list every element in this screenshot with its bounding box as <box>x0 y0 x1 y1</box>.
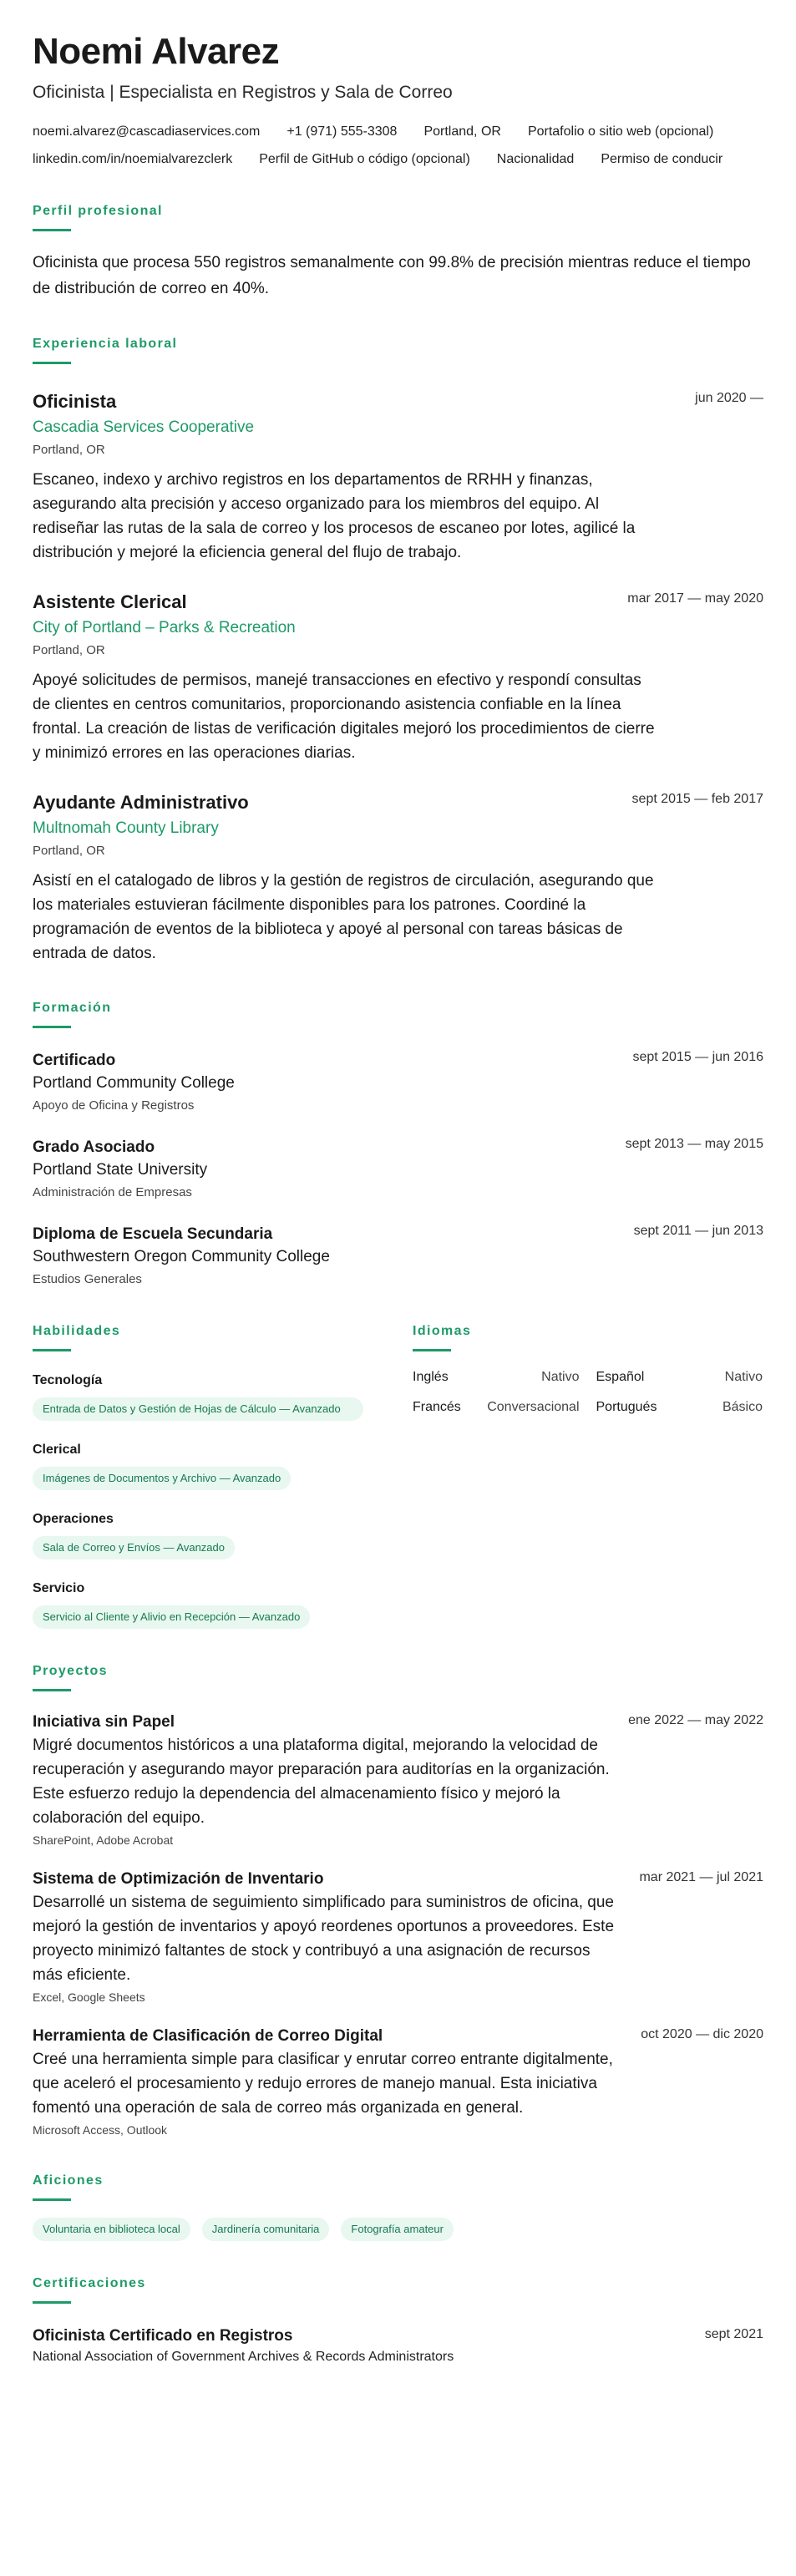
language-level: Nativo <box>541 1370 580 1384</box>
skill-pill: Imágenes de Documentos y Archivo — Avanzado <box>33 1467 291 1490</box>
skills-languages-row <box>33 1322 763 1629</box>
skill-pill: Entrada de Datos y Gestión de Hojas de Cálculo — Avanzado <box>33 1397 363 1421</box>
experience-entry <box>33 590 763 765</box>
field-of-study: Administración de Empresas <box>33 1185 192 1199</box>
contact-list <box>33 122 784 169</box>
project-description: Desarrollé un sistema de seguimiento simplificado para suministros de oficina, que mejoró la gestión de inventarios y apoyó reordenes oportunos a proveedores. Este proyecto minimizó faltantes de stock y contribuyó a una asignación de recursos más eficiente. <box>33 1894 615 1984</box>
certification-name: Oficinista Certificado en Registros <box>33 2327 293 2345</box>
education-section <box>33 999 763 1289</box>
hobby-pill: Jardinería comunitaria <box>202 2218 330 2241</box>
section-divider <box>33 229 71 231</box>
project-name: Sistema de Optimización de Inventario <box>33 1870 324 1888</box>
job-location: Portland, OR <box>33 643 105 657</box>
project-tools: Microsoft Access, Outlook <box>33 2123 168 2137</box>
section-title: Aficiones <box>33 2173 104 2188</box>
education-entry <box>33 1137 763 1202</box>
job-dates: jun 2020 — <box>695 391 763 405</box>
hobbies-section <box>33 2172 763 2241</box>
skill-pill: Servicio al Cliente y Alivio en Recepción — Avanzado <box>33 1605 310 1629</box>
hobby-list <box>33 2218 763 2241</box>
school-name: Portland Community College <box>33 1074 235 1092</box>
language-name: Portugués <box>596 1400 657 1414</box>
languages-section <box>413 1322 763 1629</box>
education-entry <box>33 1050 763 1115</box>
job-dates: mar 2017 — may 2020 <box>627 591 763 606</box>
profile-summary: Oficinista que procesa 550 registros semanalmente con 99.8% de precisión mientras reduce el tiempo de distribución de correo en 40%. <box>33 254 751 297</box>
section-title: Certificaciones <box>33 2276 146 2290</box>
profile-section <box>33 202 763 302</box>
section-title: Formación <box>33 1001 112 1015</box>
skill-group <box>33 1510 379 1559</box>
education-dates: sept 2015 — jun 2016 <box>632 1050 763 1064</box>
experience-entry <box>33 790 763 966</box>
skill-group <box>33 1441 379 1490</box>
job-title: Asistente Clerical <box>33 591 187 612</box>
certification-issuer: National Association of Government Archives & Records Administrators <box>33 2350 454 2364</box>
skill-group <box>33 1372 379 1421</box>
school-name: Portland State University <box>33 1161 208 1179</box>
section-divider <box>33 1026 71 1028</box>
nationality-contact: Nacionalidad <box>496 152 575 166</box>
portfolio-contact[interactable]: Portafolio o sitio web (opcional) <box>527 124 714 139</box>
linkedin-contact[interactable]: linkedin.com/in/noemialvarezclerk <box>33 152 233 166</box>
location-contact: Portland, OR <box>423 124 501 139</box>
certification-entry <box>33 2325 763 2367</box>
skills-section <box>33 1322 379 1629</box>
job-dates: sept 2015 — feb 2017 <box>631 792 763 806</box>
field-of-study: Apoyo de Oficina y Registros <box>33 1098 195 1113</box>
section-divider <box>413 1349 451 1351</box>
section-title: Experiencia laboral <box>33 337 178 351</box>
project-dates: oct 2020 — dic 2020 <box>641 2027 763 2041</box>
section-title: Idiomas <box>413 1324 472 1338</box>
employer-name: City of Portland – Parks & Recreation <box>33 619 296 636</box>
education-dates: sept 2013 — may 2015 <box>625 1137 763 1151</box>
skill-pill: Sala de Correo y Envíos — Avanzado <box>33 1536 235 1559</box>
resume-header <box>33 28 763 169</box>
skill-group <box>33 1580 379 1629</box>
section-title: Habilidades <box>33 1324 121 1338</box>
language-name: Inglés <box>413 1370 449 1384</box>
section-divider <box>33 1349 71 1351</box>
experience-entry <box>33 389 763 565</box>
hobby-pill: Fotografía amateur <box>341 2218 454 2241</box>
candidate-name: Noemi Alvarez <box>33 31 280 72</box>
section-divider <box>33 1689 71 1691</box>
project-tools: SharePoint, Adobe Acrobat <box>33 1833 174 1847</box>
section-divider <box>33 2198 71 2201</box>
skill-group-label: Operaciones <box>33 1512 114 1526</box>
job-description: Escaneo, indexo y archivo registros en los departamentos de RRHH y finanzas, asegurando alta precisión y acceso organizado para los miembros del equipo. Al rediseñar las rutas de la sala de correo y los procesos de escaneo por lotes, agilicé la distribución y mejoré la eficiencia general del flujo de trabajo. <box>33 471 636 561</box>
section-divider <box>33 362 71 364</box>
job-title: Ayudante Administrativo <box>33 792 249 813</box>
section-title: Perfil profesional <box>33 204 163 218</box>
education-entry <box>33 1224 763 1289</box>
language-level: Nativo <box>724 1370 763 1384</box>
project-name: Herramienta de Clasificación de Correo Digital <box>33 2027 383 2045</box>
github-contact[interactable]: Perfil de GitHub o código (opcional) <box>259 152 470 166</box>
project-description: Creé una herramienta simple para clasificar y enrutar correo entrante digitalmente, que aceleró el procesamiento y redujo errores de manejo manual. Esta iniciativa fomentó una operación de sala de correo más organizada en general. <box>33 2051 613 2117</box>
certification-date: sept 2021 <box>704 2327 763 2341</box>
project-description: Migré documentos históricos a una plataforma digital, mejorando la velocidad de recuperación y asegurando mayor preparación para auditorías en la organización. Este esfuerzo redujo la dependencia del almacenamiento físico y mejoró la colaboración del equipo. <box>33 1737 610 1827</box>
experience-section <box>33 335 763 966</box>
language-list <box>413 1368 763 1417</box>
skill-group-label: Tecnología <box>33 1373 103 1387</box>
project-entry <box>33 1869 763 2006</box>
language-item <box>596 1368 763 1387</box>
section-divider <box>33 2301 71 2304</box>
project-name: Iniciativa sin Papel <box>33 1713 175 1731</box>
job-location: Portland, OR <box>33 844 105 858</box>
job-description: Apoyé solicitudes de permisos, manejé transacciones en efectivo y respondí consultas de clientes en centros comunitarios, proporcionando asistencia confiable en la línea frontal. La creación de listas de verificación digitales mejoró los procedimientos de cierre y minimizó errores en las operaciones diarias. <box>33 672 655 762</box>
language-level: Conversacional <box>487 1400 580 1414</box>
language-name: Francés <box>413 1400 461 1414</box>
language-item <box>596 1398 763 1417</box>
certifications-section <box>33 2274 763 2367</box>
job-description: Asistí en el catalogado de libros y la gestión de registros de circulación, asegurando que los materiales estuvieran fácilmente disponibles para los patrones. Coordiné la programación de eventos de la biblioteca y apoyé al personal con tareas básicas de entrada de datos. <box>33 872 654 962</box>
education-dates: sept 2011 — jun 2013 <box>633 1224 763 1238</box>
project-dates: mar 2021 — jul 2021 <box>639 1870 763 1884</box>
project-entry <box>33 2026 763 2138</box>
project-tools: Excel, Google Sheets <box>33 1990 145 2004</box>
driving-license-contact: Permiso de conducir <box>601 152 723 166</box>
email-contact[interactable]: noemi.alvarez@cascadiaservices.com <box>33 124 261 139</box>
candidate-headline: Oficinista | Especialista en Registros y Sala de Correo <box>33 83 453 102</box>
phone-contact[interactable]: +1 (971) 555-3308 <box>286 124 398 139</box>
language-name: Español <box>596 1370 645 1384</box>
section-title: Proyectos <box>33 1664 108 1678</box>
school-name: Southwestern Oregon Community College <box>33 1248 330 1265</box>
job-location: Portland, OR <box>33 443 105 457</box>
project-entry <box>33 1711 763 1848</box>
degree-name: Diploma de Escuela Secundaria <box>33 1225 273 1243</box>
project-dates: ene 2022 — may 2022 <box>628 1713 763 1727</box>
degree-name: Grado Asociado <box>33 1138 155 1156</box>
job-title: Oficinista <box>33 391 117 412</box>
employer-name: Multnomah County Library <box>33 819 219 837</box>
degree-name: Certificado <box>33 1052 116 1069</box>
field-of-study: Estudios Generales <box>33 1272 142 1286</box>
skill-group-label: Clerical <box>33 1443 81 1457</box>
language-item <box>413 1398 580 1417</box>
skill-group-label: Servicio <box>33 1581 85 1595</box>
language-item <box>413 1368 580 1387</box>
language-level: Básico <box>722 1400 763 1414</box>
hobby-pill: Voluntaria en biblioteca local <box>33 2218 190 2241</box>
employer-name: Cascadia Services Cooperative <box>33 418 255 436</box>
projects-section <box>33 1662 763 2138</box>
